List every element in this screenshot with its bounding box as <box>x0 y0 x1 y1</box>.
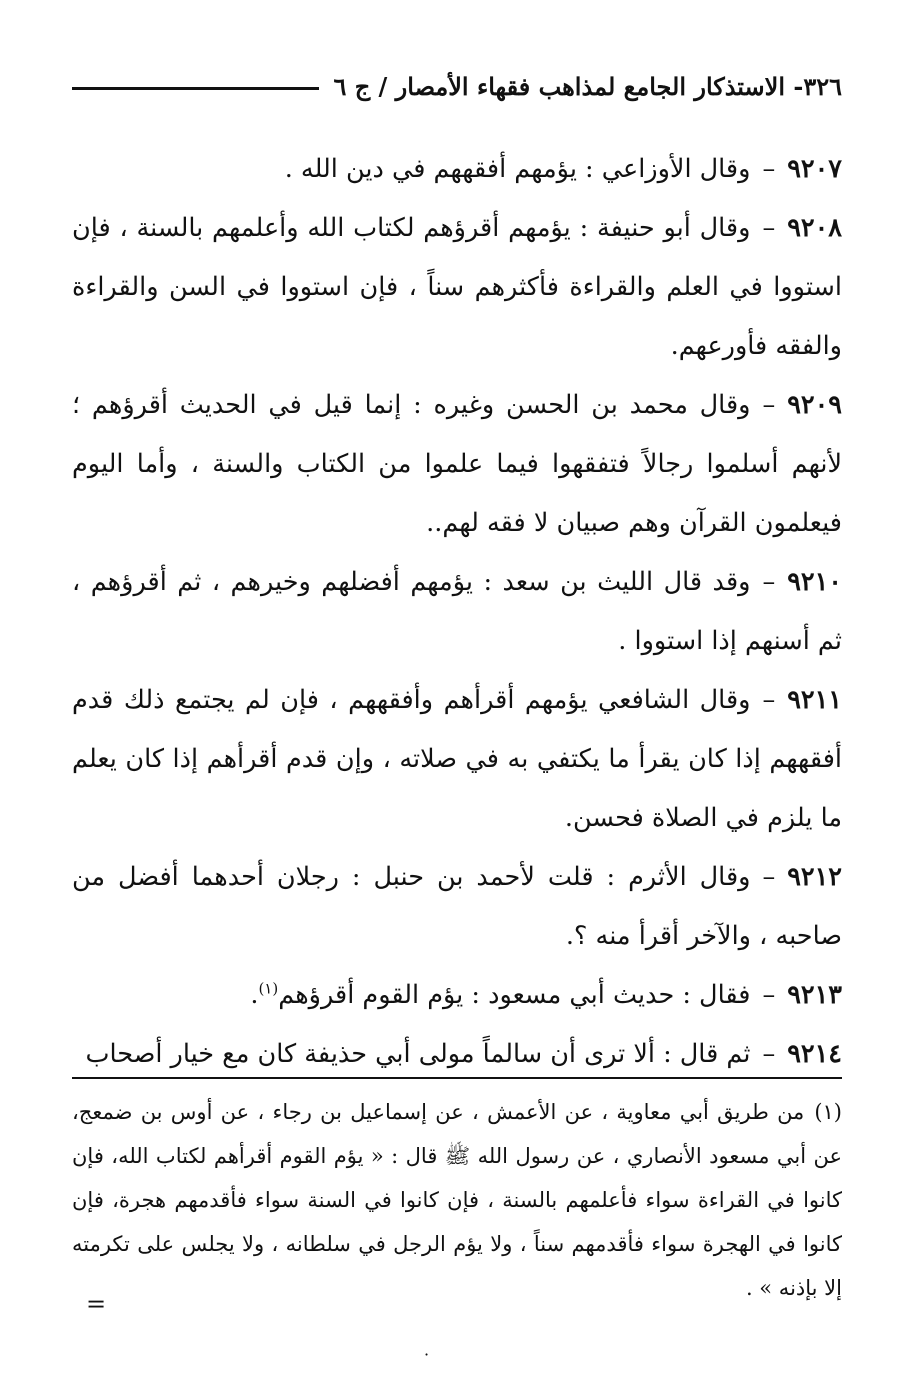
paragraph-text: وقال أبو حنيفة : يؤمهم أقرؤهم لكتاب الله وأعلمهم بالسنة ، فإن استووا في العلم والقراءة فأكثرهم سناً ، فإن استووا في السن والقراءة والفقه فأورعهم. <box>72 213 842 361</box>
paragraph-9211 <box>72 671 842 848</box>
paragraph-number: ٩٢٠٩ <box>787 390 842 420</box>
paragraph-dash: – <box>762 685 776 715</box>
header-rule <box>72 87 319 90</box>
paragraph-9212 <box>72 848 842 966</box>
paragraph-number: ٩٢٠٧ <box>787 154 842 184</box>
paragraph-9210 <box>72 553 842 671</box>
paragraph-number: ٩٢٠٨ <box>787 213 842 243</box>
paragraph-number: ٩٢١١ <box>787 685 842 715</box>
footnote-reference[interactable]: (١) <box>258 979 279 998</box>
paragraph-dash: – <box>762 980 776 1010</box>
paragraph-number: ٩٢١٢ <box>787 862 842 892</box>
paragraph-number: ٩٢١٣ <box>787 980 842 1010</box>
paragraph-text: فقال : حديث أبي مسعود : يؤم القوم أقرؤهم <box>278 980 751 1010</box>
paragraph-9208 <box>72 199 842 376</box>
footnote-separator <box>72 1077 842 1079</box>
paragraph-number: ٩٢١٤ <box>787 1039 842 1069</box>
header-title: ٣٢٦- الاستذكار الجامع لمذاهب فقهاء الأمصار / ج ٦ <box>333 71 842 101</box>
paragraph-dash: – <box>762 1039 776 1069</box>
paragraph-dash: – <box>762 862 776 892</box>
paragraph-9214 <box>72 1025 842 1084</box>
paragraph-text: وقد قال الليث بن سعد : يؤمهم أفضلهم وخيرهم ، ثم أقرؤهم ، ثم أسنهم إذا استووا . <box>72 567 842 656</box>
running-header <box>72 68 842 104</box>
paragraph-text: وقال محمد بن الحسن وغيره : إنما قيل في الحديث أقرؤهم ؛لأنهم أسلموا رجالاً فتفقهوا فيما علموا من الكتاب والسنة ، وأما اليوم فيعلمون القرآن وهم صبيان لا فقه لهم.. <box>72 390 842 538</box>
paragraph-dash: – <box>762 213 776 243</box>
paragraph-text: وقال الأوزاعي : يؤمهم أفقههم في دين الله . <box>284 154 751 184</box>
paragraph-number: ٩٢١٠ <box>787 567 842 597</box>
footnote-text: من طريق أبي معاوية ، عن الأعمش ، عن إسماعيل بن رجاء ، عن أوس بن ضمعج، عن أبي مسعود الأنصاري ، عن رسول الله ﷺ قال : « يؤم القوم أقرأهم لكتاب الله، فإن كانوا في القراءة سواء فأعلمهم بالسنة ، فإن كانوا في السنة سواء فأقدمهم هجرة، فإن كانوا في الهجرة سواء فأقدمهم سناً ، ولا يؤم الرجل في سلطانه ، ولا يجلس على تكرمته إلا بإذنه » . <box>72 1100 842 1300</box>
paragraph-dash: – <box>762 567 776 597</box>
paragraph-9209 <box>72 376 842 553</box>
paragraph-dash: – <box>762 154 776 184</box>
paragraph-9213 <box>72 966 842 1025</box>
continuation-mark: = <box>86 1290 107 1318</box>
page-dot: · <box>424 1345 430 1364</box>
paragraph-text: ثم قال : ألا ترى أن سالماً مولى أبي حذيفة كان مع خيار أصحاب <box>85 1039 751 1069</box>
main-text <box>72 140 842 1084</box>
paragraph-9207 <box>72 140 842 199</box>
paragraph-tail: . <box>250 980 259 1010</box>
paragraph-dash: – <box>762 390 776 420</box>
paragraph-text: وقال الأثرم : قلت لأحمد بن حنبل : رجلان أحدهما أفضل من صاحبه ، والآخر أقرأ منه ؟. <box>72 862 842 951</box>
footnote <box>72 1090 842 1310</box>
paragraph-text: وقال الشافعي يؤمهم أقرأهم وأفقههم ، فإن لم يجتمع ذلك قدم أفقههم إذا كان يقرأ ما يكتفي به في صلاته ، وإن قدم أقرأهم إذا كان يعلم ما يلزم في الصلاة فحسن. <box>72 685 842 833</box>
footnote-number: (١) <box>814 1100 842 1124</box>
